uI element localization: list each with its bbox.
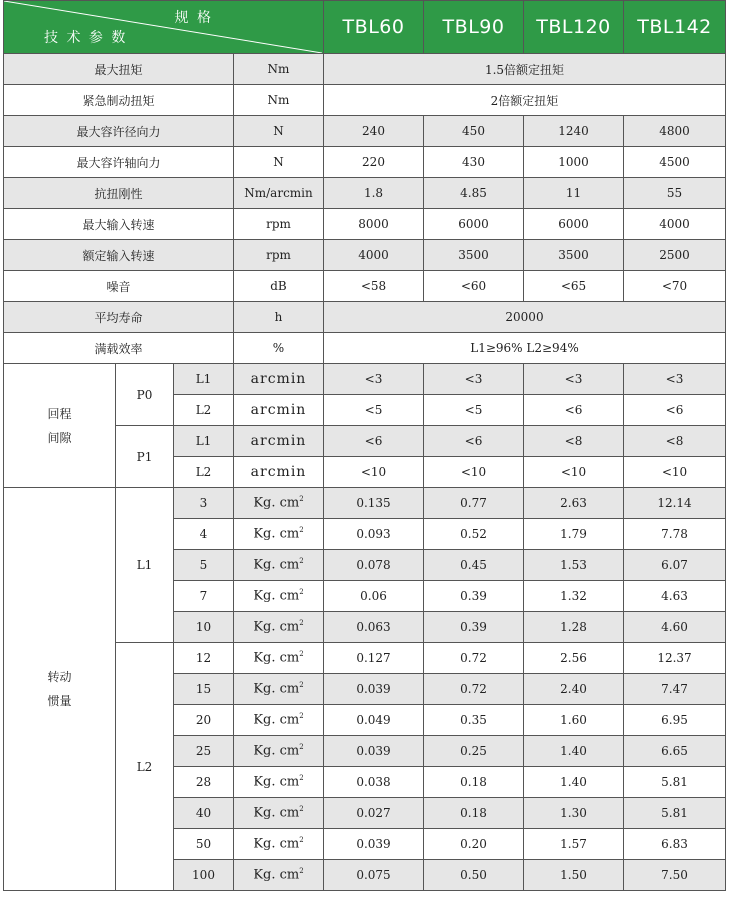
backlash-label-line: 间隙	[47, 430, 72, 445]
backlash-group: P1	[116, 426, 174, 488]
param-row	[4, 302, 726, 333]
param-value: <65	[524, 271, 624, 302]
inertia-value: 12.14	[624, 488, 726, 519]
backlash-value: <3	[624, 364, 726, 395]
inertia-value: 6.83	[624, 829, 726, 860]
param-label: 技 术 参 数	[44, 30, 128, 46]
inertia-unit-base: Kg. cm	[253, 495, 300, 511]
inertia-value: 6.07	[624, 550, 726, 581]
inertia-value: 1.79	[524, 519, 624, 550]
param-label: 满载效率	[4, 333, 234, 364]
param-value: 1000	[524, 147, 624, 178]
inertia-value: 1.50	[524, 860, 624, 891]
inertia-unit-exponent: 2	[299, 557, 304, 566]
inertia-value: 0.063	[324, 612, 424, 643]
inertia-ratio: 20	[174, 705, 234, 736]
inertia-value: 0.39	[424, 612, 524, 643]
model-header: TBL90	[424, 1, 524, 54]
inertia-value: 0.027	[324, 798, 424, 829]
inertia-value: 7.47	[624, 674, 726, 705]
param-value: 450	[424, 116, 524, 147]
inertia-unit-base: Kg. cm	[253, 712, 300, 728]
inertia-unit	[234, 550, 324, 581]
param-value: 55	[624, 178, 726, 209]
inertia-value: 1.60	[524, 705, 624, 736]
inertia-value: 0.50	[424, 860, 524, 891]
backlash-group: P0	[116, 364, 174, 426]
inertia-unit-exponent: 2	[299, 650, 304, 659]
inertia-value: 0.72	[424, 643, 524, 674]
header-corner	[4, 1, 324, 54]
param-unit: Nm	[234, 54, 324, 85]
param-unit: N	[234, 116, 324, 147]
param-value: 3500	[524, 240, 624, 271]
param-value: <58	[324, 271, 424, 302]
param-value: 3500	[424, 240, 524, 271]
backlash-label-line: 回程	[47, 406, 72, 421]
inertia-value: 0.77	[424, 488, 524, 519]
inertia-unit	[234, 860, 324, 891]
inertia-unit	[234, 643, 324, 674]
inertia-value: 2.63	[524, 488, 624, 519]
inertia-value: 0.35	[424, 705, 524, 736]
backlash-stage: L2	[174, 457, 234, 488]
inertia-value: 5.81	[624, 767, 726, 798]
inertia-value: 0.075	[324, 860, 424, 891]
inertia-ratio: 12	[174, 643, 234, 674]
backlash-value: <10	[524, 457, 624, 488]
inertia-unit-exponent: 2	[299, 588, 304, 597]
param-row	[4, 54, 726, 85]
backlash-value: <10	[624, 457, 726, 488]
inertia-unit-base: Kg. cm	[253, 774, 300, 790]
inertia-value: 0.39	[424, 581, 524, 612]
inertia-value: 0.135	[324, 488, 424, 519]
inertia-ratio: 7	[174, 581, 234, 612]
inertia-unit	[234, 612, 324, 643]
inertia-ratio: 3	[174, 488, 234, 519]
inertia-value: 4.63	[624, 581, 726, 612]
inertia-value: 0.72	[424, 674, 524, 705]
param-merged-value: 20000	[324, 302, 726, 333]
inertia-unit-exponent: 2	[299, 619, 304, 628]
param-row	[4, 178, 726, 209]
backlash-stage: L2	[174, 395, 234, 426]
backlash-value: <5	[324, 395, 424, 426]
param-value: 4500	[624, 147, 726, 178]
inertia-value: 0.078	[324, 550, 424, 581]
inertia-value: 0.093	[324, 519, 424, 550]
param-unit: h	[234, 302, 324, 333]
inertia-unit-exponent: 2	[299, 805, 304, 814]
param-merged-value: 2倍额定扭矩	[324, 85, 726, 116]
param-label: 噪音	[4, 271, 234, 302]
inertia-ratio: 28	[174, 767, 234, 798]
inertia-unit	[234, 519, 324, 550]
inertia-value: 6.95	[624, 705, 726, 736]
model-header: TBL142	[624, 1, 726, 54]
param-label: 额定输入转速	[4, 240, 234, 271]
inertia-value: 0.049	[324, 705, 424, 736]
inertia-unit-exponent: 2	[299, 743, 304, 752]
param-unit: dB	[234, 271, 324, 302]
param-label: 抗扭刚性	[4, 178, 234, 209]
inertia-group: L2	[116, 643, 174, 891]
inertia-value: 1.32	[524, 581, 624, 612]
inertia-unit-exponent: 2	[299, 495, 304, 504]
inertia-value: 1.40	[524, 767, 624, 798]
param-label: 最大容许径向力	[4, 116, 234, 147]
param-row	[4, 271, 726, 302]
inertia-unit-exponent: 2	[299, 526, 304, 535]
inertia-value: 6.65	[624, 736, 726, 767]
inertia-unit-base: Kg. cm	[253, 650, 300, 666]
inertia-value: 1.57	[524, 829, 624, 860]
param-merged-value: L1≥96% L2≥94%	[324, 333, 726, 364]
param-label: 最大容许轴向力	[4, 147, 234, 178]
param-label: 紧急制动扭矩	[4, 85, 234, 116]
backlash-value: <10	[324, 457, 424, 488]
inertia-label-line: 惯量	[47, 694, 72, 708]
param-value: 240	[324, 116, 424, 147]
model-header: TBL120	[524, 1, 624, 54]
backlash-unit: arcmin	[234, 364, 324, 395]
inertia-unit-base: Kg. cm	[253, 526, 300, 542]
param-value: 11	[524, 178, 624, 209]
param-unit: rpm	[234, 209, 324, 240]
inertia-value: 7.50	[624, 860, 726, 891]
backlash-stage: L1	[174, 364, 234, 395]
inertia-group: L1	[116, 488, 174, 643]
inertia-value: 1.28	[524, 612, 624, 643]
inertia-value: 0.45	[424, 550, 524, 581]
param-row	[4, 209, 726, 240]
inertia-value: 0.127	[324, 643, 424, 674]
inertia-value: 5.81	[624, 798, 726, 829]
inertia-unit	[234, 736, 324, 767]
inertia-ratio: 25	[174, 736, 234, 767]
param-value: <70	[624, 271, 726, 302]
inertia-unit-exponent: 2	[299, 681, 304, 690]
backlash-row	[4, 364, 726, 395]
param-value: 4.85	[424, 178, 524, 209]
inertia-unit-base: Kg. cm	[253, 805, 300, 821]
backlash-value: <3	[524, 364, 624, 395]
inertia-ratio: 5	[174, 550, 234, 581]
inertia-unit-base: Kg. cm	[253, 681, 300, 697]
inertia-value: 0.039	[324, 829, 424, 860]
inertia-value: 2.56	[524, 643, 624, 674]
inertia-unit-exponent: 2	[299, 836, 304, 845]
backlash-value: <6	[424, 426, 524, 457]
backlash-value: <6	[624, 395, 726, 426]
param-value: 1.8	[324, 178, 424, 209]
param-row	[4, 333, 726, 364]
param-label: 最大扭矩	[4, 54, 234, 85]
inertia-ratio: 40	[174, 798, 234, 829]
inertia-ratio: 100	[174, 860, 234, 891]
inertia-value: 0.039	[324, 736, 424, 767]
inertia-unit	[234, 767, 324, 798]
param-merged-value: 1.5倍额定扭矩	[324, 54, 726, 85]
param-row	[4, 116, 726, 147]
inertia-unit	[234, 798, 324, 829]
inertia-value: 0.52	[424, 519, 524, 550]
backlash-stage: L1	[174, 426, 234, 457]
backlash-unit: arcmin	[234, 395, 324, 426]
param-value: 430	[424, 147, 524, 178]
inertia-ratio: 50	[174, 829, 234, 860]
inertia-unit-exponent: 2	[299, 774, 304, 783]
backlash-value: <6	[524, 395, 624, 426]
inertia-unit-exponent: 2	[299, 867, 304, 876]
inertia-value: 1.53	[524, 550, 624, 581]
param-value: 8000	[324, 209, 424, 240]
inertia-label-line: 转动	[47, 670, 72, 684]
inertia-value: 0.18	[424, 767, 524, 798]
inertia-value: 2.40	[524, 674, 624, 705]
backlash-value: <3	[424, 364, 524, 395]
inertia-value: 0.039	[324, 674, 424, 705]
param-unit: rpm	[234, 240, 324, 271]
param-label: 平均寿命	[4, 302, 234, 333]
backlash-value: <10	[424, 457, 524, 488]
param-value: 6000	[424, 209, 524, 240]
inertia-row	[4, 488, 726, 519]
backlash-value: <5	[424, 395, 524, 426]
param-value: 220	[324, 147, 424, 178]
inertia-label	[4, 488, 116, 891]
inertia-value: 7.78	[624, 519, 726, 550]
inertia-ratio: 15	[174, 674, 234, 705]
spec-label: 规 格	[174, 10, 213, 26]
param-value: 6000	[524, 209, 624, 240]
param-unit: N	[234, 147, 324, 178]
inertia-unit-base: Kg. cm	[253, 619, 300, 635]
param-value: 4800	[624, 116, 726, 147]
param-unit: Nm	[234, 85, 324, 116]
backlash-value: <3	[324, 364, 424, 395]
inertia-unit-base: Kg. cm	[253, 836, 300, 852]
inertia-value: 0.25	[424, 736, 524, 767]
param-value: 1240	[524, 116, 624, 147]
inertia-unit-base: Kg. cm	[253, 867, 300, 883]
param-unit: %	[234, 333, 324, 364]
backlash-unit: arcmin	[234, 426, 324, 457]
inertia-value: 4.60	[624, 612, 726, 643]
param-value: 4000	[624, 209, 726, 240]
backlash-value: <8	[624, 426, 726, 457]
param-value: 2500	[624, 240, 726, 271]
spec-table	[3, 0, 726, 891]
inertia-unit	[234, 488, 324, 519]
backlash-value: <8	[524, 426, 624, 457]
param-unit: Nm/arcmin	[234, 178, 324, 209]
inertia-ratio: 10	[174, 612, 234, 643]
model-header: TBL60	[324, 1, 424, 54]
inertia-unit	[234, 829, 324, 860]
inertia-value: 0.06	[324, 581, 424, 612]
inertia-unit-base: Kg. cm	[253, 588, 300, 604]
inertia-unit-base: Kg. cm	[253, 557, 300, 573]
inertia-unit-base: Kg. cm	[253, 743, 300, 759]
inertia-unit-exponent: 2	[299, 712, 304, 721]
backlash-unit: arcmin	[234, 457, 324, 488]
param-row	[4, 147, 726, 178]
inertia-value: 0.18	[424, 798, 524, 829]
param-value: <60	[424, 271, 524, 302]
inertia-value: 0.20	[424, 829, 524, 860]
param-label: 最大输入转速	[4, 209, 234, 240]
inertia-ratio: 4	[174, 519, 234, 550]
inertia-value: 1.30	[524, 798, 624, 829]
backlash-value: <6	[324, 426, 424, 457]
inertia-unit	[234, 674, 324, 705]
inertia-value: 1.40	[524, 736, 624, 767]
inertia-value: 12.37	[624, 643, 726, 674]
header-row	[4, 1, 726, 54]
param-value: 4000	[324, 240, 424, 271]
inertia-unit	[234, 705, 324, 736]
inertia-unit	[234, 581, 324, 612]
inertia-value: 0.038	[324, 767, 424, 798]
backlash-label	[4, 364, 116, 488]
param-row	[4, 85, 726, 116]
param-row	[4, 240, 726, 271]
